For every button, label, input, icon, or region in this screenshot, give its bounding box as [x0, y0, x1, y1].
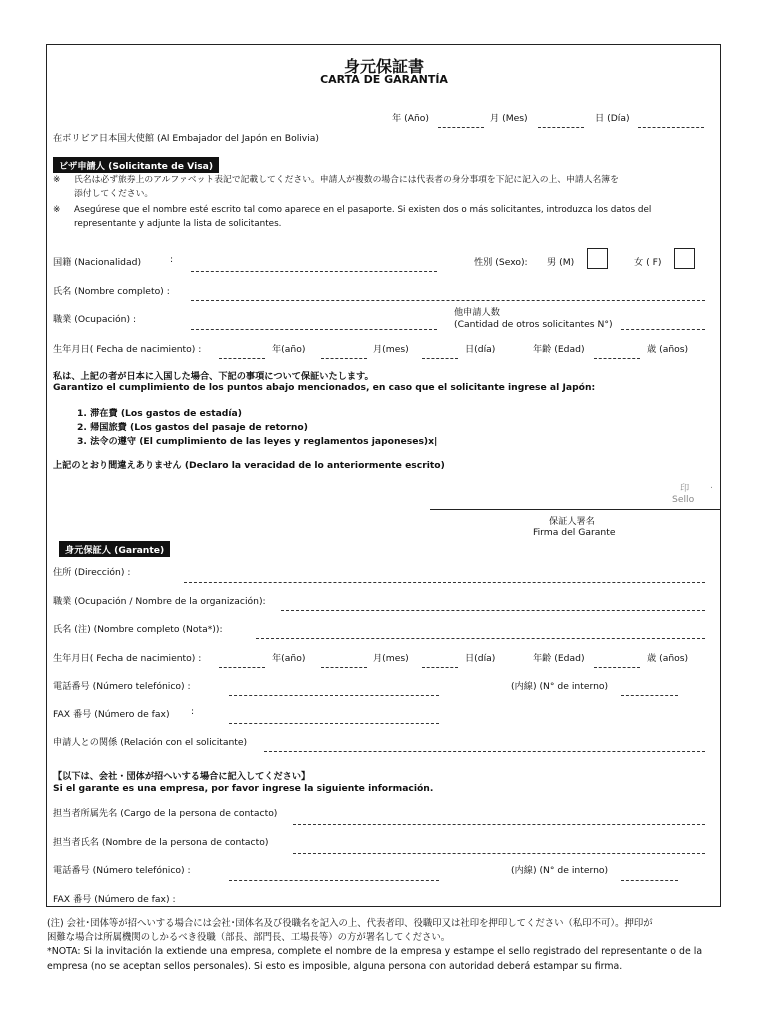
full-name-field[interactable] — [191, 300, 705, 301]
birth-month-field[interactable] — [321, 358, 367, 359]
guarantor-section-label: 身元保証人 (Garante) — [59, 541, 170, 557]
contact-name-field[interactable] — [293, 853, 705, 854]
signature-label-es: Firma del Garante — [533, 527, 616, 538]
note-jp-line1: 氏名は必ず旅券上のアルファベット表記で記載してください。申請人が複数の場合には代表者の身分事項を下記に記入の上、申請人名簿を — [74, 175, 619, 185]
guarantor-birth-day-label: 日(día) — [465, 653, 496, 664]
guarantor-fax-colon: : — [191, 706, 195, 717]
guarantor-name-field[interactable] — [256, 638, 705, 639]
company-extension-label: (内線) (N° de interno) — [511, 865, 609, 876]
sex-female-label: 女 ( F) — [634, 257, 662, 268]
note-mark-jp: ※ — [53, 175, 61, 185]
footer-note-jp-line1: (注) 会社･団体等が招へいする場合には会社･団体名及び役職名を記入の上、代表者印、役職印又は社印を押印してください（私印不可）。押印が — [47, 918, 653, 929]
date-day-field[interactable] — [638, 127, 704, 128]
guarantor-birth-year-field[interactable] — [219, 667, 265, 668]
date-year-field[interactable] — [438, 127, 484, 128]
guarantee-intro-jp: 私は、上記の者が日本に入国した場合、下記の事項について保証いたします。 — [53, 371, 374, 382]
date-day-label: 日 (Día) — [595, 113, 630, 124]
guarantor-occupation-label: 職業 (Ocupación / Nombre de la organización): — [53, 596, 266, 607]
footer-note-jp-line2: 困難な場合は所属機関のしかるべき役職（部長、部門長、工場長等）の方が署名してください。 — [47, 932, 451, 943]
note-jp-line2: 添付してください。 — [74, 189, 154, 199]
guarantor-address-field[interactable] — [184, 582, 705, 583]
occupation-field[interactable] — [191, 329, 437, 330]
sex-male-checkbox[interactable] — [587, 248, 608, 269]
declaration: 上記のとおり間違えありません (Declaro la veracidad de lo anteriormente escrito) — [53, 460, 445, 471]
guarantor-fax-label: FAX 番号 (Número de fax) — [53, 709, 170, 720]
date-year-label: 年 (Año) — [392, 113, 430, 124]
guarantor-name-label: 氏名 (注) (Nombre completo (Nota*)): — [53, 624, 223, 635]
company-heading-jp: 【以下は、会社・団体が招へいする場合に記入してください】 — [53, 771, 311, 782]
guarantee-item-3: 3. 法令の遵守 (El cumplimiento de las leyes y reglamentos japoneses)x| — [77, 436, 438, 447]
guarantor-birth-month-field[interactable] — [321, 667, 367, 668]
birth-month-label: 月(mes) — [373, 344, 409, 355]
footer-note-es-line1: *NOTA: Si la invitación la extiende una empresa, complete el nombre de la empresa y estampe el sello registrado del representante o de la — [47, 946, 703, 957]
nationality-field[interactable] — [191, 271, 437, 272]
guarantor-occupation-field[interactable] — [281, 610, 705, 611]
guarantor-address-label: 住所 (Dirección) : — [53, 567, 131, 578]
guarantor-age-label: 年齢 (Edad) — [533, 653, 585, 664]
guarantor-extension-field[interactable] — [621, 695, 678, 696]
signature-label-jp: 保証人署名 — [549, 516, 595, 527]
guarantee-intro-es: Garantizo el cumplimiento de los puntos abajo mencionados, en caso que el solicitante ingrese al Japón: — [53, 382, 596, 393]
company-extension-field[interactable] — [621, 880, 678, 881]
guarantee-item-1: 1. 滞在費 (Los gastos de estadía) — [77, 408, 242, 419]
birth-day-field[interactable] — [422, 358, 458, 359]
guarantor-birth-year-label: 年(año) — [272, 653, 306, 664]
nationality-label: 国籍 (Nacionalidad) — [53, 257, 142, 268]
guarantee-item-2: 2. 帰国旅費 (Los gastos del pasaje de retorno) — [77, 422, 308, 433]
addressee: 在ボリビア日本国大使館 (Al Embajador del Japón en Bolivia) — [53, 133, 319, 144]
guarantor-birth-label: 生年月日( Fecha de nacimiento) : — [53, 653, 202, 664]
birth-year-label: 年(año) — [272, 344, 306, 355]
company-phone-label: 電話番号 (Número telefónico) : — [53, 865, 191, 876]
birth-year-field[interactable] — [219, 358, 265, 359]
contact-name-label: 担当者氏名 (Nombre de la persona de contacto) — [53, 837, 269, 848]
note-mark-es: ※ — [53, 205, 61, 215]
form-title-jp: 身元保証書 — [343, 57, 424, 76]
guarantor-relation-label: 申請人との関係 (Relación con el solicitante) — [53, 737, 248, 748]
guarantor-phone-field[interactable] — [229, 695, 439, 696]
other-applicants-field[interactable] — [621, 329, 705, 330]
guarantor-birth-month-label: 月(mes) — [373, 653, 409, 664]
guarantor-phone-label: 電話番号 (Número telefónico) : — [53, 681, 191, 692]
contact-dept-label: 担当者所属先名 (Cargo de la persona de contacto) — [53, 808, 278, 819]
date-month-field[interactable] — [538, 127, 584, 128]
occupation-label: 職業 (Ocupación) : — [53, 314, 137, 325]
other-applicants-jp: 他申請人数 — [454, 307, 500, 318]
guarantor-extension-label: (内線) (N° de interno) — [511, 681, 609, 692]
company-fax-label: FAX 番号 (Número de fax) : — [53, 894, 176, 905]
birth-label: 生年月日( Fecha de nacimiento) : — [53, 344, 202, 355]
date-month-label: 月 (Mes) — [490, 113, 528, 124]
full-name-label: 氏名 (Nombre completo) : — [53, 286, 170, 297]
company-heading-es: Si el garante es una empresa, por favor ingrese la siguiente información. — [53, 783, 434, 794]
seal-dot: . — [710, 480, 713, 491]
signature-line[interactable] — [430, 509, 721, 510]
note-es-line1: Asegúrese que el nombre esté escrito tal como aparece en el pasaporte. Si existen dos o más solicitantes, introduzca los datos del — [74, 205, 652, 215]
guarantor-age-unit-label: 歳 (años) — [647, 653, 689, 664]
form-title-es: CARTA DE GARANTÍA — [320, 73, 448, 86]
age-label: 年齢 (Edad) — [533, 344, 585, 355]
footer-note-es-line2: empresa (no se aceptan sellos personales). Si esto es imposible, alguna persona con autoridad deberá estampar su firma. — [47, 961, 623, 972]
guarantor-age-field[interactable] — [594, 667, 640, 668]
nationality-colon: : — [170, 254, 174, 265]
guarantor-birth-day-field[interactable] — [422, 667, 458, 668]
note-es-line2: representante y adjunte la lista de solicitantes. — [74, 219, 282, 229]
company-phone-field[interactable] — [229, 880, 439, 881]
contact-dept-field[interactable] — [293, 824, 705, 825]
age-field[interactable] — [594, 358, 640, 359]
birth-day-label: 日(día) — [465, 344, 496, 355]
sex-female-checkbox[interactable] — [674, 248, 695, 269]
guarantor-fax-field[interactable] — [229, 723, 439, 724]
applicant-section-label: ビザ申請人 (Solicitante de Visa) — [53, 157, 219, 173]
sex-label: 性別 (Sexo): — [474, 257, 528, 268]
other-applicants-es: (Cantidad de otros solicitantes N°) — [454, 319, 613, 330]
sex-male-label: 男 (M) — [547, 257, 575, 268]
guarantor-relation-field[interactable] — [264, 751, 705, 752]
seal-jp: 印 — [680, 483, 690, 494]
age-unit-label: 歳 (años) — [647, 344, 689, 355]
seal-es: Sello — [672, 494, 695, 505]
